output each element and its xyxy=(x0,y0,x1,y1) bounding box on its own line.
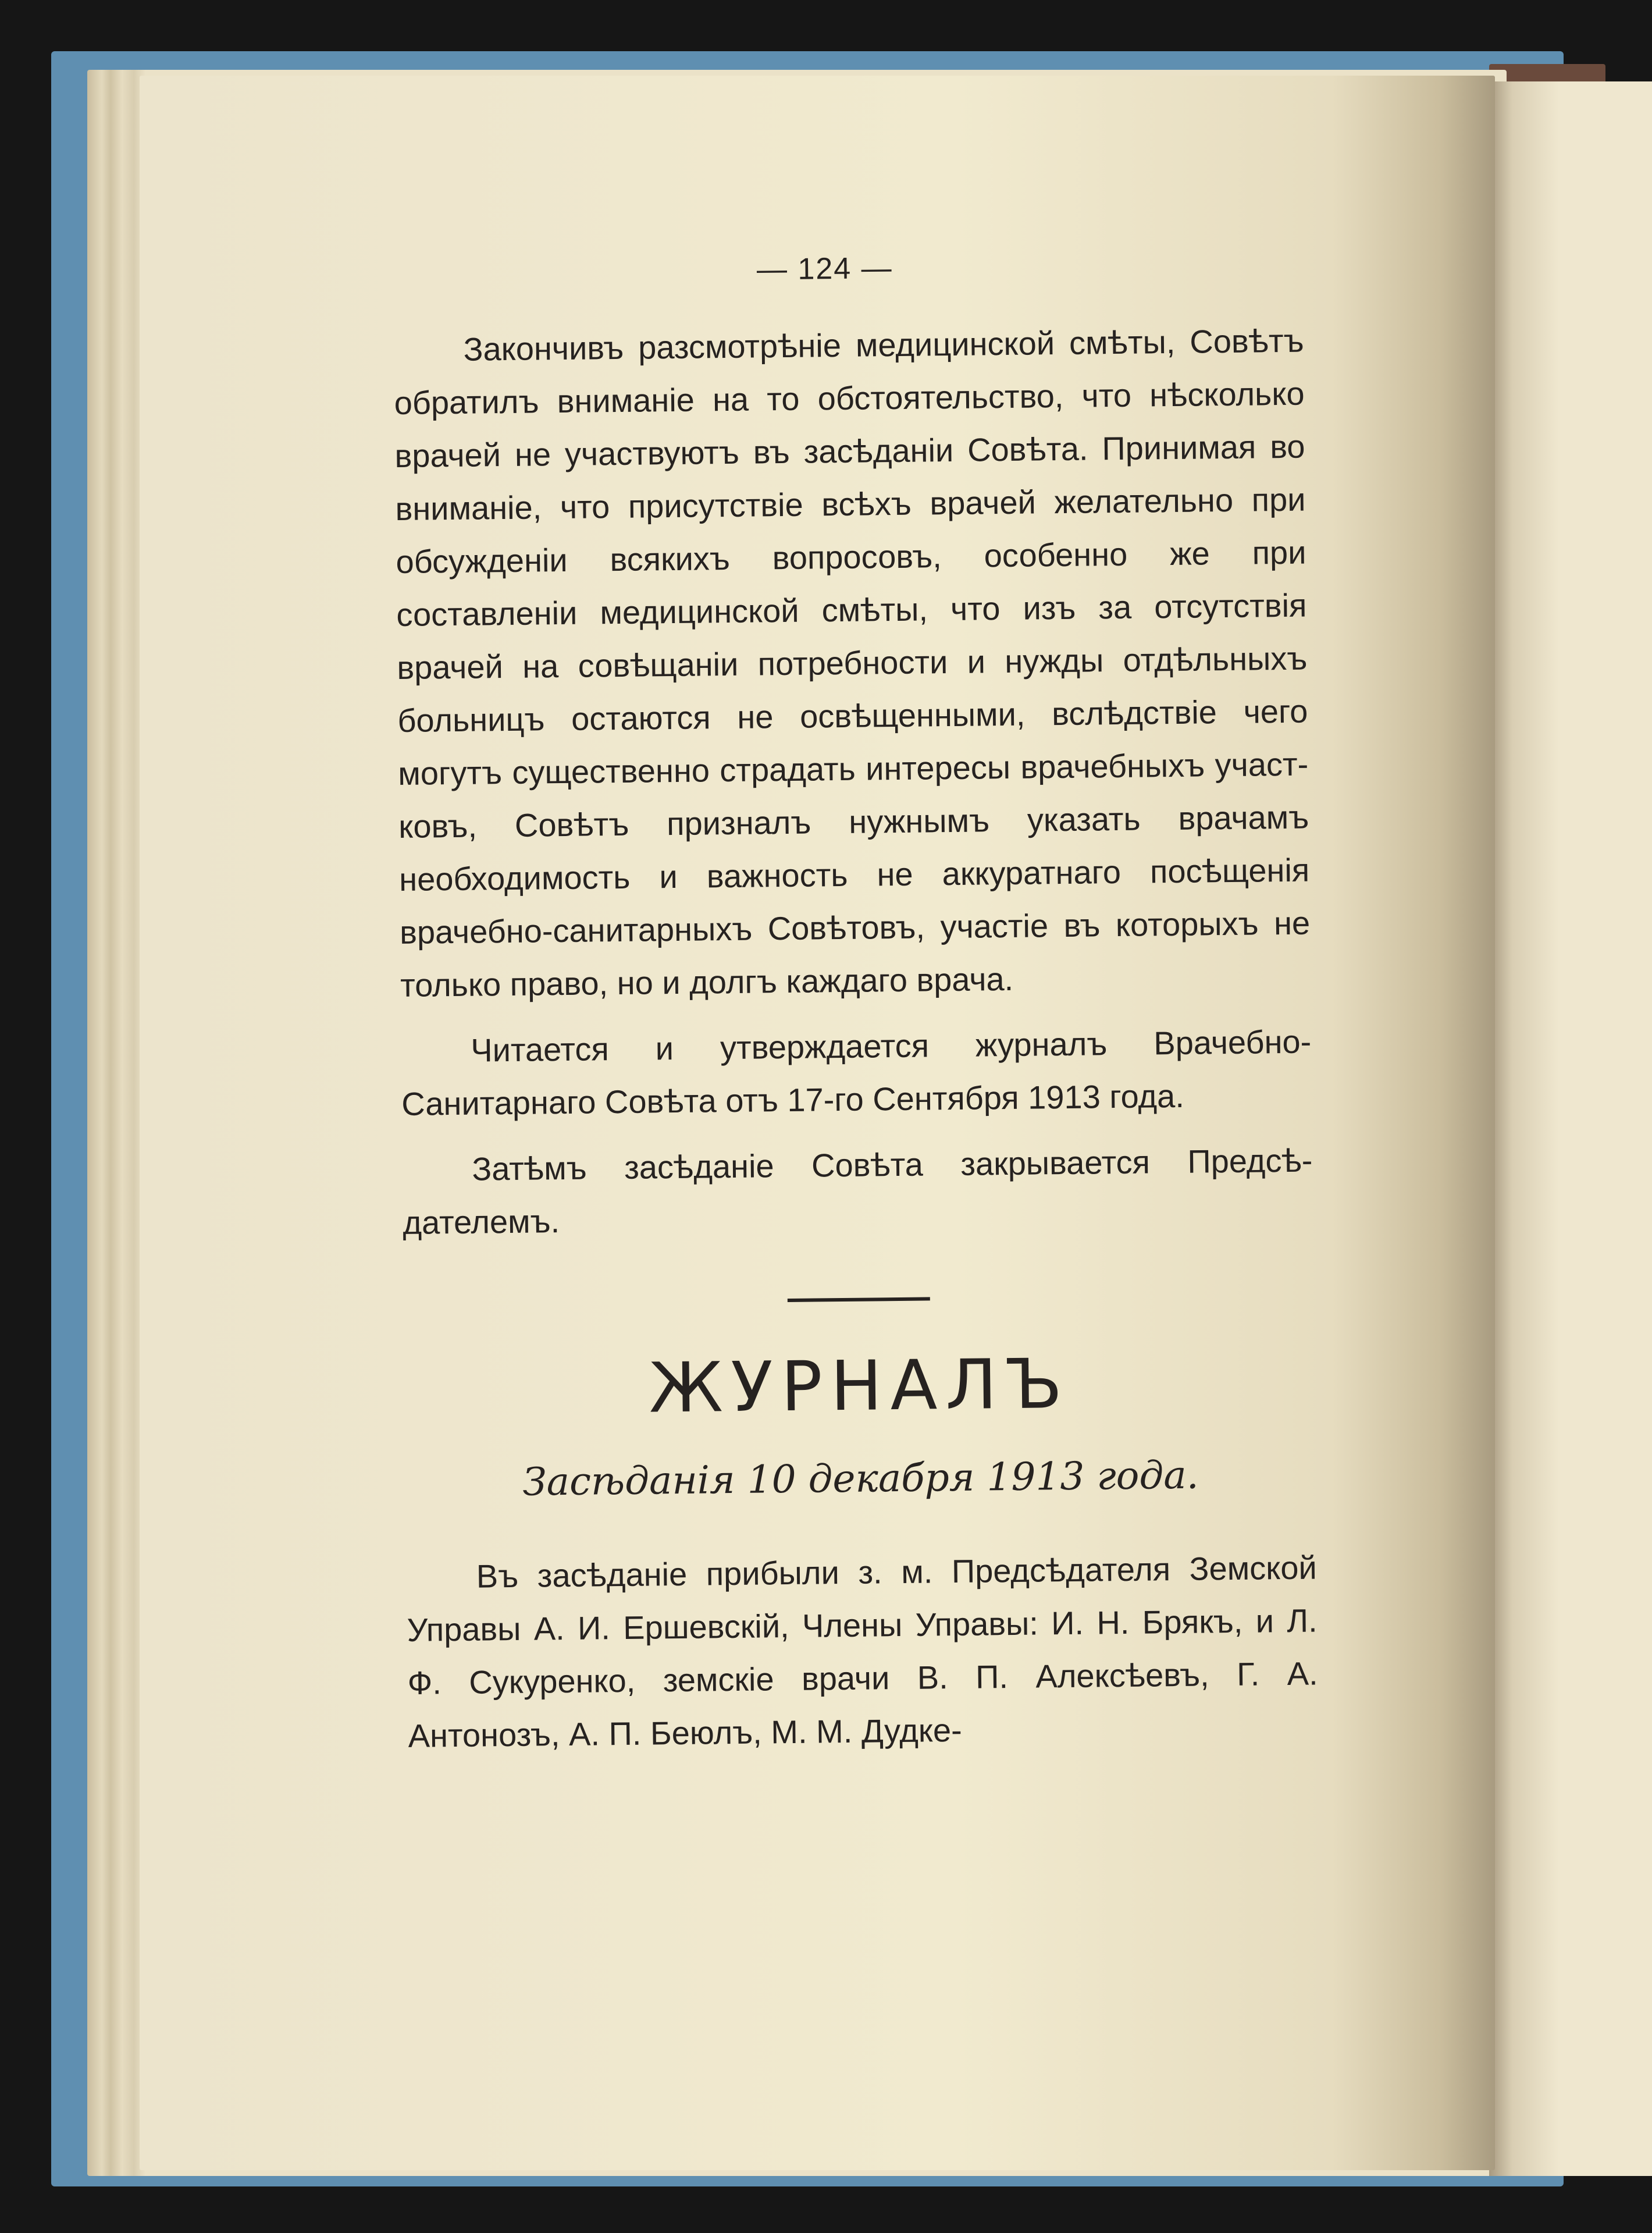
page-number: — 124 — xyxy=(756,251,893,287)
paragraph-council-attendance: Закончивъ разсмотрѣніе медицинской смѣты, Совѣтъ обратилъ вниманіе на то обстоятельство, что нѣсколько врачей не участвуютъ въ засѣданіи Совѣта. Принимая во вниманіе, что присутствіе всѣхъ врачей желательно при обсужденіи всякихъ вопросовъ, особенно же при составленіи медицинской смѣты, что изъ за отсутствія врачей на совѣщаніи потребности и нужды отдѣльныхъ больницъ остаются не освѣщенными, вслѣдствіе чего могутъ существенно страдать интересы врачебныхъ участковъ, Совѣтъ призналъ нужнымъ указать врачамъ необходимость и важность не аккуратнаго посѣщенія врачебно-санитарныхъ Совѣтовъ, участіе въ которыхъ не только право, но и долгъ каждаго врача. xyxy=(394,322,1311,1004)
journal-title: ЖУРНАЛЪ xyxy=(648,1343,1071,1428)
page-content xyxy=(393,247,1319,1775)
facing-page xyxy=(1489,81,1652,2176)
journal-subtitle: Засѣданія 10 декабря 1913 года. xyxy=(522,1452,1199,1505)
paragraph-attendees: Въ засѣданіе прибыли з. м. Предсѣдателя Земской Управы А. И. Ершевскій, Члены Управы: И. Н. Брякъ, и Л. Ф. Сукуренко, земскіе врачи В. П. Алексѣевъ, Г. А. Антонозъ, А. П. Беюлъ, М. М. Дудке- xyxy=(407,1549,1318,1754)
paragraph-journal-approval: Читается и утверждается журналъ Врачебно-Санитарнаго Совѣта отъ 17-го Сентября 1913 года. xyxy=(401,1023,1312,1122)
section-divider xyxy=(788,1297,930,1302)
paragraph-session-closed: Затѣмъ засѣданіе Совѣта закрывается Предсѣдателемъ. xyxy=(403,1142,1313,1241)
